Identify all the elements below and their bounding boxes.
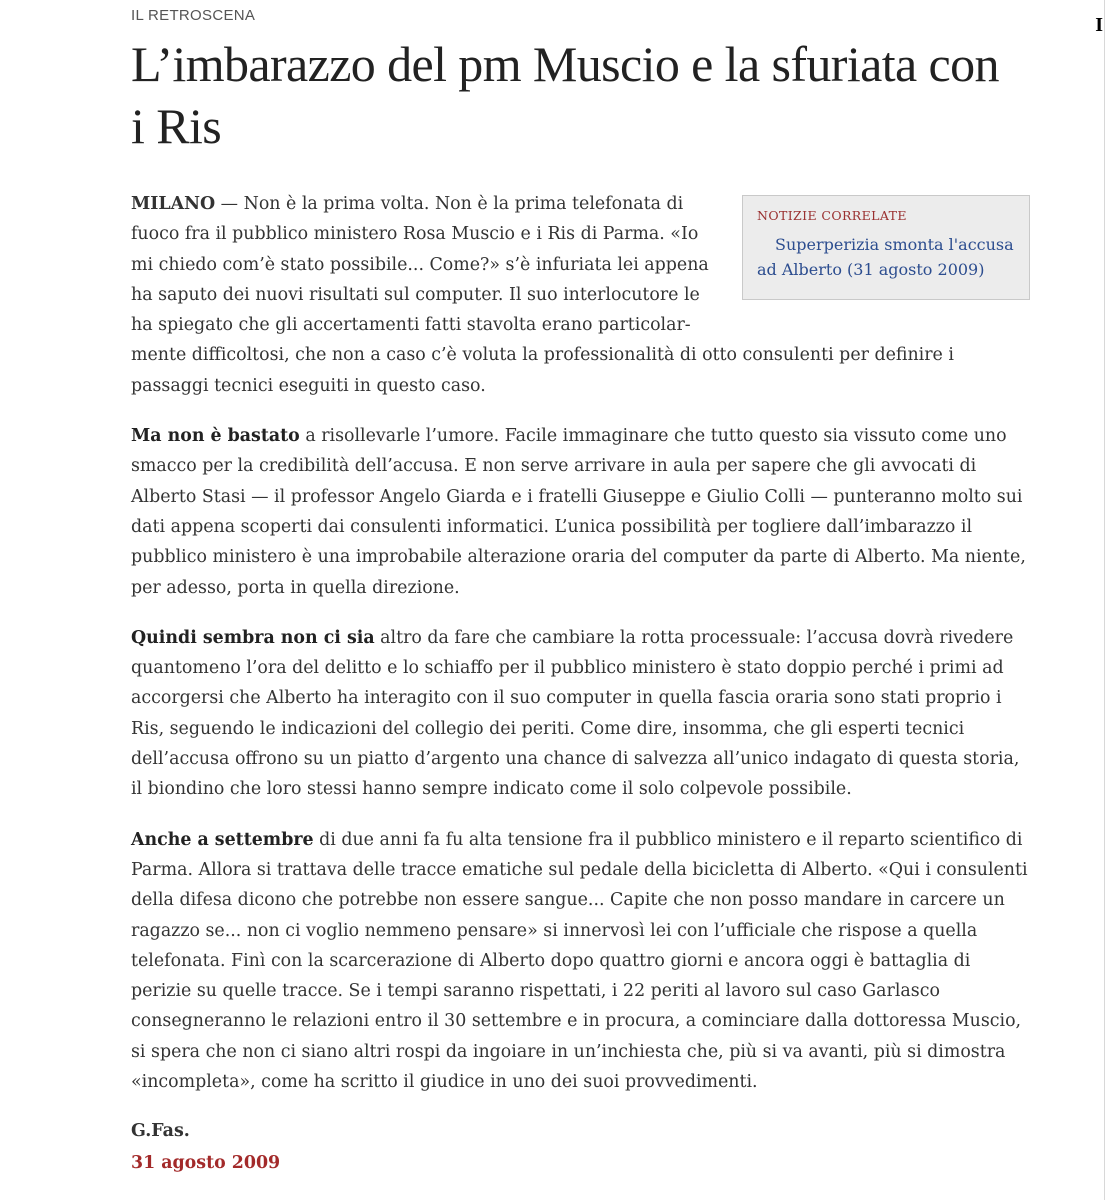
article-kicker: IL RETROSCENA	[131, 7, 256, 24]
paragraph-lead: Quindi sembra non ci sia	[131, 627, 375, 648]
paragraph-text: — Non è la prima volta. Non è la prima telefonata di fuoco fra il pubblico ministero Rosa Muscio e i Ris di Parma. «Io mi chiedo com’è stato possibile... Come?» s’è infuriata lei appena ha saputo dei nuovi risultati sul computer. Il suo interlocutore le ha spiegato che gli accertamenti fatti stavolta erano particolarmente difficoltosi, che non a caso c’è voluta la professionalità di otto consulenti per definire i passaggi tecnici eseguiti in questo caso.	[131, 194, 954, 396]
related-news-box	[742, 195, 1030, 300]
paragraph-2	[131, 421, 1036, 603]
edge-mark: I	[1095, 14, 1103, 36]
publication-date: 31 agosto 2009	[131, 1153, 281, 1174]
related-news-link[interactable]: Superperizia smonta l'accusa ad Alberto (31 agosto 2009)	[757, 235, 1014, 279]
paragraph-lead: Ma non è bastato	[131, 426, 300, 447]
author-signature: G.Fas.	[131, 1121, 190, 1142]
paragraph-text: altro da fare che cambiare la rotta processuale: l’accusa dovrà rivedere quantomeno l’ora del delitto e lo schiaffo per il pubblico ministero è stato doppio perché i primi ad accorgersi che Alberto ha interagito con il suo computer in quella fascia oraria sono stati proprio i Ris, seguendo le indicazioni del collegio dei periti. Come dire, insomma, che gli esperti tecnici dell’accusa offrono su un piatto d’argento una chance di salvezza all’unico indagato di questa storia, il biondino che loro stessi hanno sempre indicato come il solo colpevole possibile.	[131, 627, 1020, 800]
article	[131, 0, 1036, 1177]
paragraph-4	[131, 825, 1036, 1098]
paragraph-lead: Anche a settembre	[131, 829, 314, 850]
scrollbar[interactable]	[1097, 0, 1105, 1200]
paragraph-text: di due anni fa fu alta tensione fra il pubblico ministero e il reparto scientifico di Parma. Allora si trattava delle tracce ematiche sul pedale della bicicletta di Alberto. «Qui i consulenti della difesa dicono che potrebbe non essere sangue... Capite che non posso mandare in carcere un ragazzo se... non ci voglio nemmeno pensare» si innervosì lei con l’ufficiale che rispose a quella telefonata. Finì con la scarcerazione di Alberto dopo quattro giorni e ancora oggi è battaglia di perizie su quelle tracce. Se i tempi saranno rispettati, i 22 periti al lavoro sul caso Garlasco consegneranno le relazioni entro il 30 settembre e in procura, a cominciare dalla dottoressa Muscio, si spera che non ci siano altri rospi da ingoiare in un’inchiesta che, più si va avanti, più si dimostra «incompleta», come ha scritto il giudice in uno dei suoi provvedimenti.	[131, 829, 1028, 1093]
article-body	[131, 189, 1036, 1097]
paragraph-text: a risollevarle l’umore. Facile immaginare che tutto questo sia vissuto come uno smacco per la credibilità dell’accusa. E non serve arrivare in aula per sapere che gli avvocati di Alberto Stasi — il professor Angelo Giarda e i fratelli Giuseppe e Giulio Colli — punteranno molto sui dati appena scoperti dai consulenti informatici. L’unica possibilità per togliere dall’imbarazzo il pubblico ministero è una improbabile alterazione oraria del computer da parte di Alberto. Ma niente, per adesso, porta in quella direzione.	[131, 426, 1026, 598]
related-news-title: NOTIZIE CORRELATE	[757, 208, 907, 223]
paragraph-3	[131, 623, 1036, 805]
article-headline: L’imbarazzo del pm Muscio e la sfuriata con i Ris	[131, 36, 999, 154]
paragraph-lead: MILANO	[131, 194, 216, 214]
